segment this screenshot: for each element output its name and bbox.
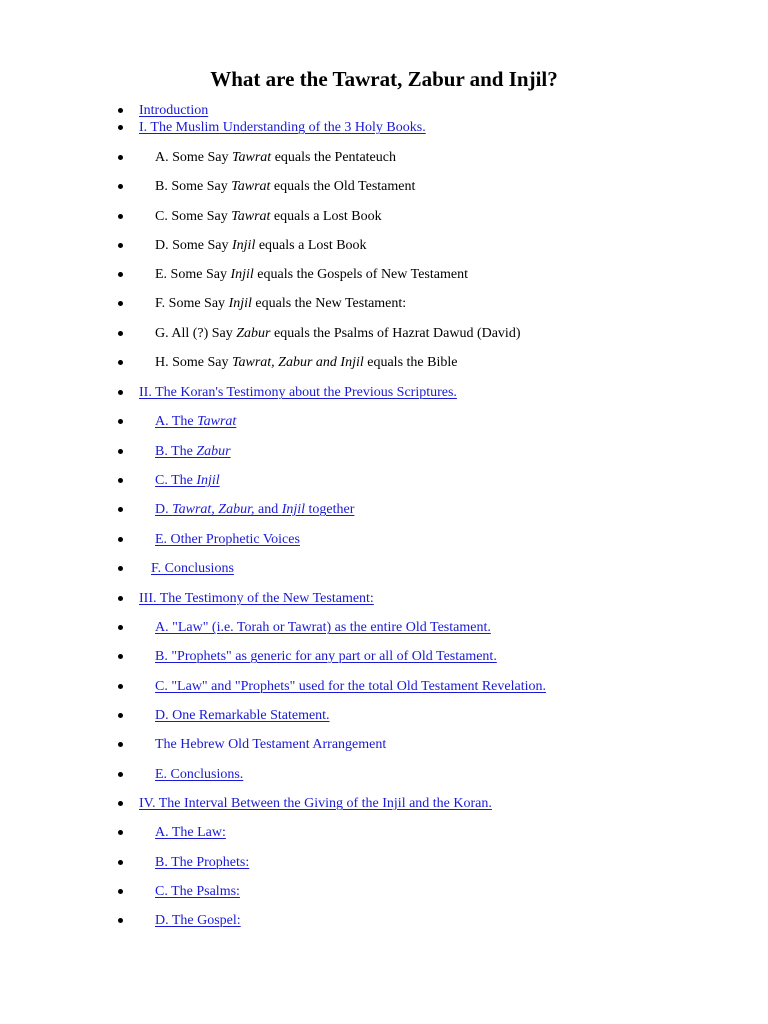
bullet-icon <box>118 214 123 219</box>
bullet-icon <box>118 566 123 571</box>
link-4c-psalms[interactable]: C. The Psalms: <box>155 884 240 899</box>
bullet-icon <box>118 742 123 747</box>
bullet-icon <box>118 596 123 601</box>
item-text: B. Some Say Tawrat equals the Old Testament <box>155 179 416 194</box>
link-section-4[interactable]: IV. The Interval Between the Giving of the Injil and the Koran. <box>139 796 492 811</box>
link-2c-injil[interactable]: C. The Injil <box>155 473 220 488</box>
bullet-icon <box>118 419 123 424</box>
item-text: D. Some Say Injil equals a Lost Book <box>155 238 367 253</box>
link-2e-prophetic-voices[interactable]: E. Other Prophetic Voices <box>155 532 300 547</box>
link-3b-prophets[interactable]: B. "Prophets" as generic for any part or all of Old Testament. <box>155 649 497 664</box>
bullet-icon <box>118 125 123 130</box>
link-4a-law[interactable]: A. The Law: <box>155 825 226 840</box>
link-4d-gospel[interactable]: D. The Gospel: <box>155 913 241 928</box>
bullet-icon <box>118 684 123 689</box>
link-2d-together[interactable]: D. Tawrat, Zabur, and Injil together <box>155 502 355 517</box>
link-section-1[interactable]: I. The Muslim Understanding of the 3 Holy Books. <box>139 120 426 135</box>
bullet-icon <box>118 713 123 718</box>
item-text: F. Some Say Injil equals the New Testament: <box>155 296 407 311</box>
link-3a-law[interactable]: A. "Law" (i.e. Torah or Tawrat) as the entire Old Testament. <box>155 620 491 635</box>
link-3e-conclusions[interactable]: E. Conclusions. <box>155 767 244 782</box>
bullet-icon <box>118 507 123 512</box>
link-2a-tawrat[interactable]: A. The Tawrat <box>155 414 237 429</box>
link-2b-zabur[interactable]: B. The Zabur <box>155 444 231 459</box>
bullet-icon <box>118 360 123 365</box>
link-introduction[interactable]: Introduction <box>139 103 209 118</box>
bullet-icon <box>118 331 123 336</box>
bullet-icon <box>118 772 123 777</box>
link-3c-law-and-prophets[interactable]: C. "Law" and "Prophets" used for the total Old Testament Revelation. <box>155 679 546 694</box>
bullet-icon <box>118 108 123 113</box>
item-text: A. Some Say Tawrat equals the Pentateuch <box>155 150 396 165</box>
link-3d-remarkable-statement[interactable]: D. One Remarkable Statement. <box>155 708 330 723</box>
bullet-icon <box>118 860 123 865</box>
bullet-icon <box>118 155 123 160</box>
bullet-icon <box>118 301 123 306</box>
bullet-icon <box>118 801 123 806</box>
item-text: G. All (?) Say Zabur equals the Psalms of Hazrat Dawud (David) <box>155 326 521 341</box>
bullet-icon <box>118 625 123 630</box>
link-section-2[interactable]: II. The Koran's Testimony about the Previous Scriptures. <box>139 385 457 400</box>
bullet-icon <box>118 889 123 894</box>
bullet-icon <box>118 184 123 189</box>
page-title: What are the Tawrat, Zabur and Injil? <box>210 67 558 91</box>
bullet-icon <box>118 390 123 395</box>
bullet-icon <box>118 449 123 454</box>
item-text: E. Some Say Injil equals the Gospels of New Testament <box>155 267 468 282</box>
item-text: H. Some Say Tawrat, Zabur and Injil equals the Bible <box>155 355 458 370</box>
link-hebrew-arrangement[interactable]: The Hebrew Old Testament Arrangement <box>155 737 387 752</box>
bullet-icon <box>118 537 123 542</box>
item-text: C. Some Say Tawrat equals a Lost Book <box>155 209 382 224</box>
bullet-icon <box>118 830 123 835</box>
bullet-icon <box>118 654 123 659</box>
bullet-icon <box>118 272 123 277</box>
bullet-icon <box>118 918 123 923</box>
link-4b-prophets[interactable]: B. The Prophets: <box>155 855 250 870</box>
link-2f-conclusions[interactable]: F. Conclusions <box>151 561 234 576</box>
bullet-icon <box>118 243 123 248</box>
bullet-icon <box>118 478 123 483</box>
link-section-3[interactable]: III. The Testimony of the New Testament: <box>139 591 374 606</box>
